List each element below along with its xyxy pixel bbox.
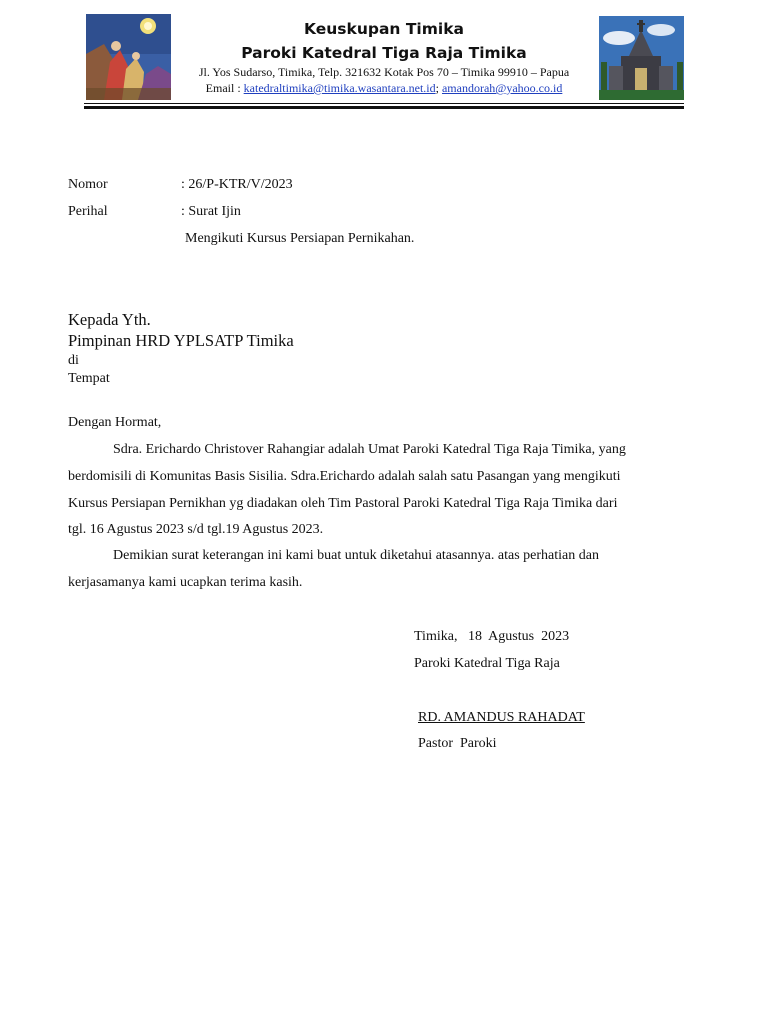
perihal-value: : Surat Ijin [181,204,241,219]
nomor-label: Nomor [68,177,108,192]
paragraph-1-line-1: Sdra. Erichardo Christover Rahangiar adalah Umat Paroki Katedral Tiga Raja Timika, yang [113,442,626,457]
parish-email-line [0,81,768,96]
email-link-amandorah[interactable]: amandorah@yahoo.co.id [441,81,563,95]
parish-address: Jl. Yos Sudarso, Timika, Telp. 321632 Kotak Pos 70 – Timika 99910 – Papua [198,65,570,79]
recipient-line-1: Kepada Yth. [68,310,151,329]
email-link-katedral[interactable]: katedraltimika@timika.wasantara.net.id [243,81,436,95]
email-label: Email : [205,81,244,95]
perihal-label: Perihal [68,204,108,219]
paragraph-1-line-3: Kursus Persiapan Pernikhan yg diadakan oleh Tim Pastoral Paroki Katedral Tiga Raja Timika dari [68,496,618,511]
closing-org: Paroki Katedral Tiga Raja [414,656,560,671]
recipient-line-2: Pimpinan HRD YPLSATP Timika [68,331,294,350]
parish-name: Paroki Katedral Tiga Raja Timika [241,44,527,62]
place-date: Timika, 18 Agustus 2023 [414,629,570,644]
paragraph-2-line-1: Demikian surat keterangan ini kami buat untuk diketahui atasannya. atas perhatian dan [113,548,599,563]
header-rule-thin [84,103,684,104]
perihal-value-continued: Mengikuti Kursus Persiapan Pernikahan. [185,231,415,246]
paragraph-1-line-2: berdomisili di Komunitas Basis Sisilia. Sdra.Erichardo adalah salah satu Pasangan yang mengikuti [68,469,621,484]
signatory-name: RD. AMANDUS RAHADAT [418,710,585,725]
recipient-line-4: Tempat [68,371,110,386]
paragraph-2-line-2: kerjasamanya kami ucapkan terima kasih. [68,575,303,590]
diocese-name: Keuskupan Timika [304,20,464,38]
paragraph-1-line-4: tgl. 16 Agustus 2023 s/d tgl.19 Agustus 2023. [68,522,324,537]
nomor-value: : 26/P-KTR/V/2023 [181,177,293,192]
recipient-line-3: di [68,353,79,368]
email-separator: ; [435,81,442,95]
header-rule-thick [84,106,684,109]
salutation: Dengan Hormat, [68,415,162,430]
signatory-title: Pastor Paroki [418,736,497,751]
